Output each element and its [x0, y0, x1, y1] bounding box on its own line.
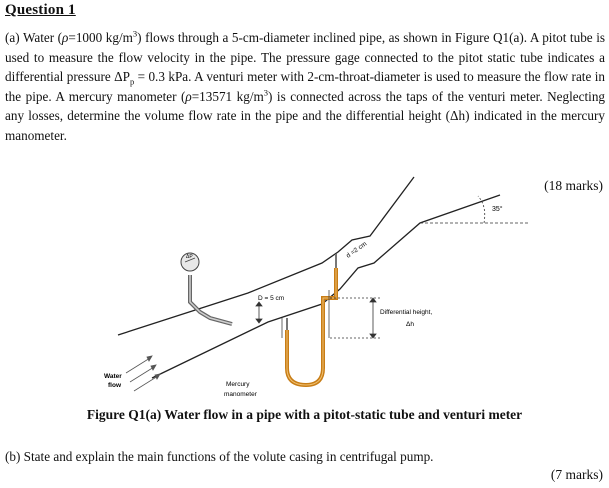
differential-height-marker	[330, 298, 380, 338]
inclined-pipe	[118, 177, 500, 378]
flow-arrows	[126, 356, 160, 391]
cube-superscript: 3	[132, 28, 138, 39]
angle-marker	[420, 196, 530, 223]
part-a-body-1: ) flows through a 5-cm-diameter inclined pipe, as shown in Figure Q1(a). A pitot tube is used to measure the flow velocity in the pipe. The pressure gage connected to the pitot static tube indicates a differential pressure ΔP	[5, 30, 605, 84]
part-b-marks: (7 marks)	[550, 467, 603, 482]
water-density: =1000 kg/m	[68, 30, 133, 45]
part-a-body-2: = 0.3 kPa. A venturi meter with 2-cm-throat-diameter is used to measure the flow rate in the pipe. A mercury manometer (	[5, 69, 605, 104]
part-a-intro: (a) Water (	[5, 30, 63, 45]
pressure-subscript: p	[129, 76, 135, 87]
mercury-manometer	[282, 268, 336, 385]
pipe-lower-wall	[152, 195, 500, 378]
part-a-text	[5, 28, 605, 145]
rho-symbol: ρ	[62, 30, 69, 45]
water-label: Water	[104, 373, 122, 380]
pipe-upper-wall	[118, 177, 414, 335]
pipe-diameter-label: D = 5 cm	[258, 295, 285, 302]
flow-label: flow	[108, 382, 121, 389]
cube-superscript-2: 3	[263, 87, 269, 98]
pipe-figure	[0, 168, 609, 404]
part-a-marks: (18 marks)	[544, 178, 603, 193]
mercury-density: =13571 kg/m	[191, 88, 264, 104]
mercury-label: Mercury	[226, 381, 250, 388]
manometer-label: manometer	[224, 391, 257, 398]
rho-symbol-2: ρ	[185, 88, 192, 104]
dh-label: Δh	[406, 321, 414, 328]
throat-label: d =2 cm	[345, 240, 369, 260]
question-heading: Question 1	[5, 2, 76, 18]
gage-label: ΔP	[186, 254, 193, 260]
pipe-diameter-marker	[256, 302, 262, 323]
figure-caption: Figure Q1(a) Water flow in a pipe with a pitot-static tube and venturi meter	[86, 407, 523, 422]
part-a-body-3: ) is connected across the taps of the venturi meter. Neglecting any losses, determine the volume flow rate in the pipe and the differential height (Δh) indicated in the mercury manometer.	[5, 88, 606, 143]
part-b-text: (b) State and explain the main functions of the volute casing in centrifugal pump.	[5, 449, 434, 464]
angle-label: 35°	[492, 206, 503, 213]
differential-height-label: Differential height,	[380, 309, 433, 316]
pitot-static-tube	[190, 275, 232, 324]
